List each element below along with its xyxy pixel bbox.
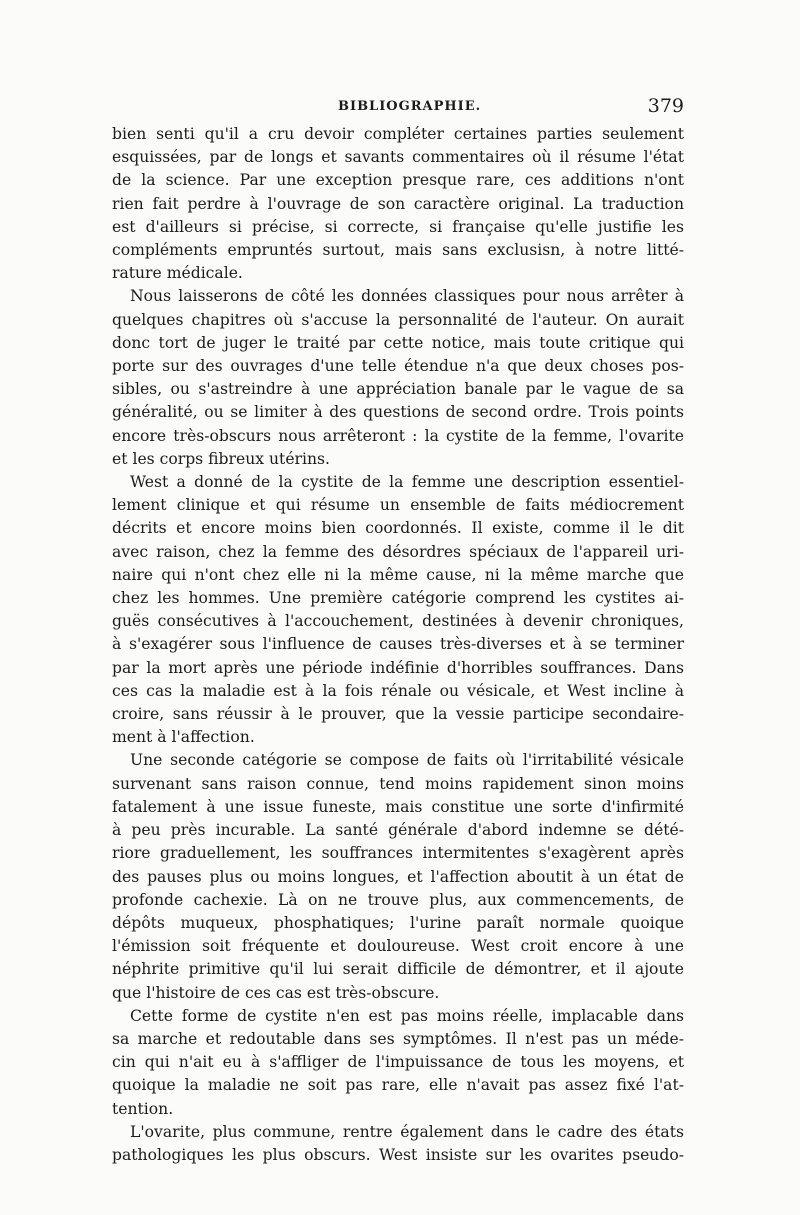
text-line: Nous laisserons de côté les données classiques pour nous arrêter à <box>130 287 684 306</box>
text-line: donc tort de juger le traité par cette notice, mais toute critique qui <box>112 333 684 352</box>
paragraph <box>112 285 684 471</box>
page-number: 379 <box>647 95 684 117</box>
text-line: de la science. Par une exception presque rare, ces additions n'ont <box>112 171 684 190</box>
text-line: dépôts muqueux, phosphatiques; l'urine paraît normale quoique <box>112 913 684 932</box>
text-line: néphrite primitive qu'il lui serait difficile de démontrer, et il ajoute <box>112 960 684 979</box>
text-line: Cette forme de cystite n'en est pas moins réelle, implacable dans <box>130 1006 684 1025</box>
text-line: croire, sans réussir à le prouver, que la vessie participe secondaire- <box>112 705 684 724</box>
text-line: compléments empruntés surtout, mais sans exclusisn, à notre litté- <box>112 241 684 260</box>
text-line: par la mort après une période indéfinie d'horribles souffrances. Dans <box>112 658 684 677</box>
text-line: que l'histoire de ces cas est très-obscure. <box>112 983 440 1002</box>
text-line: ces cas la maladie est à la fois rénale ou vésicale, et West incline à <box>112 681 684 700</box>
text-line: naire qui n'ont chez elle ni la même cause, ni la même marche que <box>112 565 684 584</box>
text-line: quelques chapitres où s'accuse la personnalité de l'auteur. On aurait <box>112 310 684 329</box>
text-line: fatalement à une issue funeste, mais constitue une sorte d'infirmité <box>112 797 684 816</box>
paragraph <box>112 749 684 1004</box>
text-line: Une seconde catégorie se compose de faits où l'irritabilité vésicale <box>130 751 684 770</box>
text-line: porte sur des ouvrages d'une telle étendue n'a que deux choses pos- <box>112 357 684 376</box>
text-line: des pauses plus ou moins longues, et l'affection aboutit à un état de <box>112 867 684 886</box>
text-line: et les corps fibreux utérins. <box>112 449 330 468</box>
paragraph <box>112 1005 684 1121</box>
paragraph <box>112 123 684 285</box>
text-line: à peu près incurable. La santé générale d'abord indemne se dété- <box>112 821 684 840</box>
text-line: pathologiques les plus obscurs. West insiste sur les ovarites pseudo- <box>112 1145 684 1164</box>
running-header <box>112 97 684 123</box>
text-line: généralité, ou se limiter à des questions de second ordre. Trois points <box>112 403 684 422</box>
book-page <box>112 97 684 1167</box>
text-line: chez les hommes. Une première catégorie comprend les cystites ai- <box>112 589 684 608</box>
text-line: à s'exagérer sous l'influence de causes très-diverses et à se terminer <box>112 635 684 654</box>
body-text <box>112 123 684 1167</box>
text-line: ment à l'affection. <box>112 728 255 747</box>
text-line: tention. <box>112 1099 174 1118</box>
text-line: encore très-obscurs nous arrêteront : la cystite de la femme, l'ovarite <box>112 426 684 445</box>
text-line: sa marche et redoutable dans ses symptômes. Il n'est pas un méde- <box>112 1029 684 1048</box>
text-line: quoique la maladie ne soit pas rare, elle n'avait pas assez fixé l'at- <box>112 1076 684 1095</box>
text-line: est d'ailleurs si précise, si correcte, si française qu'elle justifie les <box>112 217 684 236</box>
text-line: décrits et encore moins bien coordonnés. Il existe, comme il le dit <box>112 519 684 538</box>
text-line: profonde cachexie. Là on ne trouve plus, aux commencements, de <box>112 890 684 909</box>
text-line: l'émission soit fréquente et douloureuse. West croit encore à une <box>112 937 684 956</box>
text-line: West a donné de la cystite de la femme une description essentiel- <box>130 473 684 492</box>
running-title: BIBLIOGRAPHIE. <box>338 99 482 114</box>
text-line: cin qui n'ait eu à s'affliger de l'impuissance de tous les moyens, et <box>112 1053 684 1072</box>
text-line: esquissées, par de longs et savants commentaires où il résume l'état <box>112 148 684 167</box>
text-line: rien fait perdre à l'ouvrage de son caractère original. La traduction <box>112 194 684 213</box>
text-line: lement clinique et qui résume un ensemble de faits médiocrement <box>112 496 684 515</box>
paragraph <box>112 1121 684 1167</box>
text-line: rature médicale. <box>112 264 243 283</box>
text-line: bien senti qu'il a cru devoir compléter certaines parties seulement <box>112 125 684 143</box>
text-line: avec raison, chez la femme des désordres spéciaux de l'appareil uri- <box>112 542 684 561</box>
text-line: sibles, ou s'astreindre à une appréciation banale par le vague de sa <box>112 380 684 399</box>
paragraph <box>112 471 684 749</box>
text-line: L'ovarite, plus commune, rentre également dans le cadre des états <box>130 1122 684 1141</box>
text-line: guës consécutives à l'accouchement, destinées à devenir chroniques, <box>112 612 684 631</box>
text-line: riore graduellement, les souffrances intermitentes s'exagèrent après <box>112 844 684 863</box>
text-line: survenant sans raison connue, tend moins rapidement sinon moins <box>112 774 684 793</box>
